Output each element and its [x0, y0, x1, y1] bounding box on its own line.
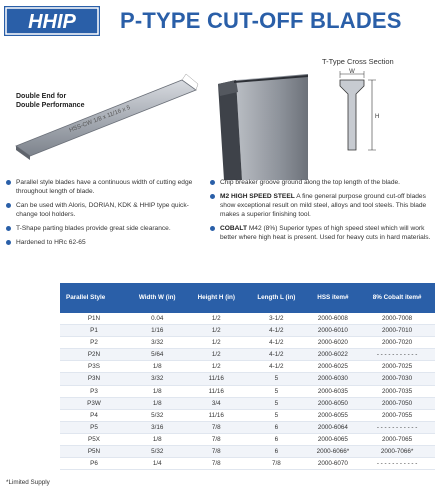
table-cell: P1: [60, 325, 128, 337]
chip-breaker-photo: [208, 70, 308, 180]
table-cell: 1/8: [128, 397, 187, 409]
table-cell: 1/2: [186, 349, 246, 361]
double-end-label: [16, 92, 84, 110]
bullet-dot: [6, 203, 11, 208]
table-row: [60, 337, 435, 349]
table-cell: P3: [60, 385, 128, 397]
footnote: *Limited Supply: [6, 479, 50, 486]
bullet-dot: [6, 226, 11, 231]
table-cell: 6: [246, 421, 306, 433]
table-cell: 1/2: [186, 361, 246, 373]
table-cell: 0.04: [128, 313, 187, 325]
table-cell: 2000-7030: [359, 373, 435, 385]
bullet-dot: [6, 240, 11, 245]
table-cell: P3N: [60, 373, 128, 385]
table-row: [60, 349, 435, 361]
table-cell: 4-1/2: [246, 349, 306, 361]
cs-w-label: W: [349, 69, 355, 75]
table-cell: 2000-6030: [307, 373, 360, 385]
double-end-line1: Double End for: [16, 93, 67, 100]
table-row: [60, 313, 435, 325]
table-cell: 2000-7066*: [359, 446, 435, 458]
table-cell: 2000-6008: [307, 313, 360, 325]
table-cell: P5N: [60, 446, 128, 458]
table-cell: 11/16: [186, 373, 246, 385]
table-cell: 2000-7025: [359, 361, 435, 373]
table-cell: 7/8: [186, 458, 246, 470]
table-cell: P6: [60, 458, 128, 470]
table-cell: 5: [246, 373, 306, 385]
table-cell: 5/32: [128, 446, 187, 458]
table-cell: 4-1/2: [246, 361, 306, 373]
table-cell: 2000-6022: [307, 349, 360, 361]
table-cell: 2000-6066*: [307, 446, 360, 458]
blade-marking: HSS-CW 1/8 x 11/16 x 5: [68, 104, 132, 134]
feature-bullet: Chip breaker groove ground along the top length of the blade.: [208, 178, 440, 187]
table-cell: 5: [246, 409, 306, 421]
table-cell: 3-1/2: [246, 313, 306, 325]
blade-illustration: [0, 60, 200, 180]
table-row: [60, 397, 435, 409]
table-cell: 2000-6025: [307, 361, 360, 373]
table-cell: 7/8: [246, 458, 306, 470]
feature-bullet: Hardened to HRc 62-65: [4, 238, 209, 247]
table-cell: 1/8: [128, 361, 187, 373]
table-cell: 2000-6050: [307, 397, 360, 409]
double-end-line2: Double Performance: [16, 102, 85, 109]
table-cell: 1/8: [128, 385, 187, 397]
table-cell: - - - - - - - - - - -: [359, 458, 435, 470]
table-cell: 11/16: [186, 409, 246, 421]
table-cell: 2000-7010: [359, 325, 435, 337]
table-header-row: [60, 283, 435, 313]
table-cell: 5/64: [128, 349, 187, 361]
table-row: [60, 421, 435, 433]
table-cell: 2000-6065: [307, 433, 360, 445]
table-cell: 1/16: [128, 325, 187, 337]
col-header: Width W (in): [128, 283, 187, 313]
col-header: 8% Cobalt item#: [359, 283, 435, 313]
table-cell: 7/8: [186, 433, 246, 445]
feature-bullet: M2 HIGH SPEED STEEL A fine general purpose ground cut-off blades show exceptional result on mild steel, alloys and tool steels. This blade makes a superior finishing tool.: [208, 192, 440, 219]
col-header: Parallel Style: [60, 283, 128, 313]
page-title: P-TYPE CUT-OFF BLADES: [120, 8, 402, 33]
table-cell: P5: [60, 421, 128, 433]
table-cell: P2: [60, 337, 128, 349]
bullet-dot: [210, 180, 215, 185]
features-right: [208, 178, 440, 247]
table-cell: P2N: [60, 349, 128, 361]
col-header: Height H (in): [186, 283, 246, 313]
table-row: [60, 446, 435, 458]
table-row: [60, 373, 435, 385]
table-cell: 2000-7055: [359, 409, 435, 421]
table-cell: 1/8: [128, 433, 187, 445]
table-cell: 3/32: [128, 337, 187, 349]
table-cell: 2000-7065: [359, 433, 435, 445]
table-row: [60, 361, 435, 373]
table-row: [60, 458, 435, 470]
feature-bullet: T-Shape parting blades provide great side clearance.: [4, 224, 209, 233]
table-cell: 1/2: [186, 325, 246, 337]
table-cell: 7/8: [186, 446, 246, 458]
table-cell: 2000-6035: [307, 385, 360, 397]
bullet-dot: [6, 180, 11, 185]
table-cell: 3/32: [128, 373, 187, 385]
table-cell: 5/32: [128, 409, 187, 421]
table-cell: P3W: [60, 397, 128, 409]
feature-bullet: Parallel style blades have a continuous width of cutting edge throughout length of blade.: [4, 178, 209, 196]
cross-section-label: T-Type Cross Section: [322, 57, 394, 66]
table-cell: 2000-7020: [359, 337, 435, 349]
table-row: [60, 325, 435, 337]
table-cell: 4-1/2: [246, 325, 306, 337]
table-cell: 2000-7050: [359, 397, 435, 409]
table-cell: 2000-7035: [359, 385, 435, 397]
cross-section-diagram: [322, 66, 392, 166]
blade-spec-table: [60, 283, 435, 470]
table-cell: 2000-6010: [307, 325, 360, 337]
feature-bullet: COBALT M42 (8%) Superior types of high speed steel which will work better where high heat is present. Used for heavy cuts in hard materials.: [208, 224, 440, 242]
table-cell: 3/4: [186, 397, 246, 409]
table-cell: 5: [246, 397, 306, 409]
table-cell: P5X: [60, 433, 128, 445]
feature-bullet: Can be used with Aloris, DORIAN, KDK & HHIP type quick-change tool holders.: [4, 201, 209, 219]
table-cell: 6: [246, 446, 306, 458]
table-cell: 2000-6070: [307, 458, 360, 470]
table-cell: P3S: [60, 361, 128, 373]
table-cell: 2000-6064: [307, 421, 360, 433]
cs-h-label: H: [375, 114, 380, 120]
col-header: Length L (in): [246, 283, 306, 313]
table-cell: 7/8: [186, 421, 246, 433]
table-cell: 5: [246, 385, 306, 397]
table-row: [60, 385, 435, 397]
table-cell: 2000-6020: [307, 337, 360, 349]
table-cell: 2000-6055: [307, 409, 360, 421]
table-cell: - - - - - - - - - - -: [359, 349, 435, 361]
table-cell: 4-1/2: [246, 337, 306, 349]
bullet-dot: [210, 194, 215, 199]
table-cell: 1/2: [186, 313, 246, 325]
table-cell: 1/4: [128, 458, 187, 470]
bullet-dot: [210, 226, 215, 231]
table-cell: 6: [246, 433, 306, 445]
hhip-logo: [4, 6, 100, 36]
table-row: [60, 409, 435, 421]
table-cell: 2000-7008: [359, 313, 435, 325]
table-row: [60, 433, 435, 445]
table-cell: - - - - - - - - - - -: [359, 421, 435, 433]
col-header: HSS item#: [307, 283, 360, 313]
table-cell: P1N: [60, 313, 128, 325]
table-cell: P4: [60, 409, 128, 421]
features-left: [4, 178, 209, 252]
logo-text: HHIP: [28, 11, 76, 33]
table-cell: 3/16: [128, 421, 187, 433]
table-cell: 1/2: [186, 337, 246, 349]
table-cell: 11/16: [186, 385, 246, 397]
